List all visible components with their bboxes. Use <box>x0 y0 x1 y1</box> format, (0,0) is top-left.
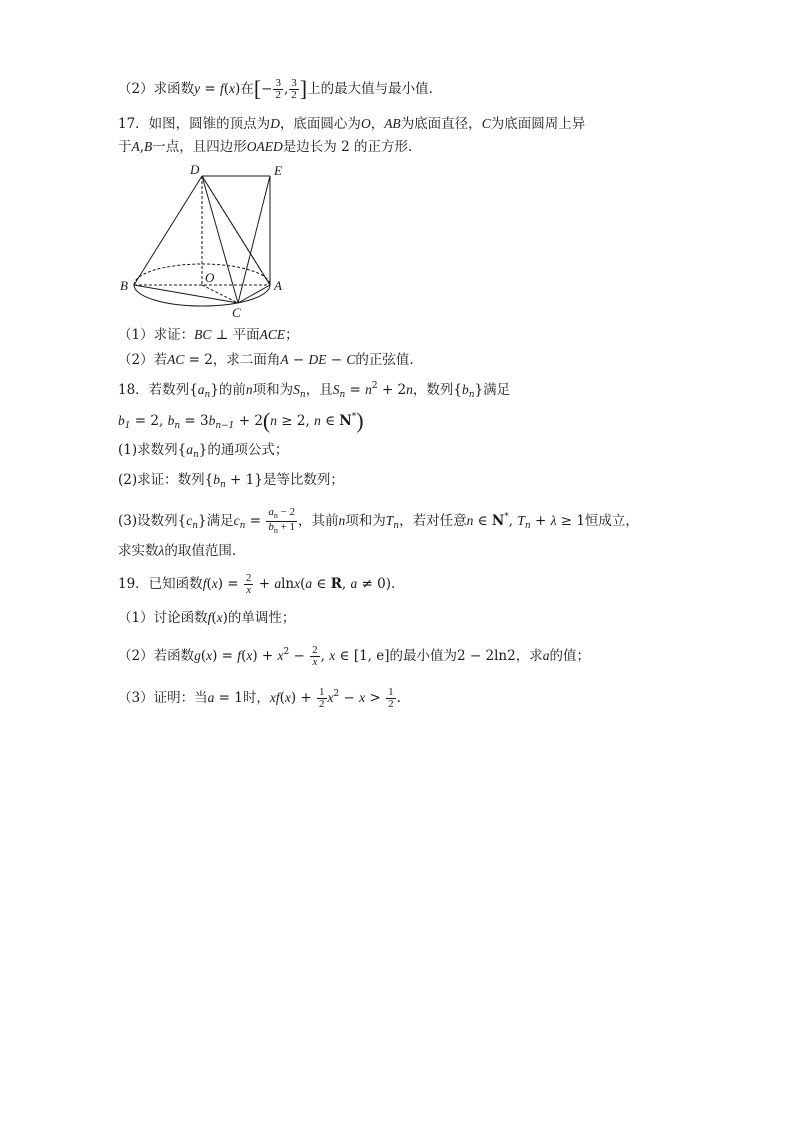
p18-q1: (1)求数列$\{a_n\}$的通项公式； <box>118 442 289 460</box>
p18-q3: (3)设数列$\{c_n\}$满足$c_n$ = $\frac{a_n - 2}{b_n + 1}$ ，其前n项和为$T_n$，若对任意n ∈ N*, $T_n + \lambda \ge 1$恒成立， <box>118 506 639 536</box>
p18-intro: 18．若数列$\{a_n\}$的前n项和为$S_n$，且$S_n = n^2 + 2n$，数列$\{b_n\}$满足 <box>118 381 511 400</box>
p18-recurrence: $b_1 = 2$, $b_n = 3b_{n-1} + 2(n \ge 2$, n ∈ N*) <box>118 408 364 433</box>
p17-intro-line2: 于A,B一点，且四边形OAED是边长为 2 的正方形. <box>118 139 413 155</box>
label-E: E <box>274 163 282 178</box>
label-A: A <box>274 278 282 293</box>
cone-figure <box>112 158 302 320</box>
p17-q1: （1）求证：BC ⊥ 平面ACE； <box>118 327 299 343</box>
p19-q1: （1）讨论函数f(x)的单调性； <box>118 610 296 626</box>
label-O: O <box>205 270 215 285</box>
p19-q3: （3）证明：当a = 1时，xf(x) + $\frac{1}{2}$ $x^2 - x$ > $\frac{1}{2}$ . <box>118 686 401 710</box>
p19-intro: 19．已知函数f(x) = $\frac{2}{x}$ + alnx(a ∈ R, a ≠ 0). <box>118 572 396 596</box>
label-D: D <box>190 162 200 177</box>
label-C: C <box>232 305 241 320</box>
label-B: B <box>120 278 128 293</box>
p17-intro-line1: 17．如图，圆锥的顶点为D，底面圆心为O，AB为底面直径，C为底面圆周上异 <box>118 116 586 132</box>
p17-q2: （2）若AC = 2，求二面角A − DE − C的正弦值. <box>118 352 414 368</box>
p18-q2: (2)求证：数列$\{b_n + 1\}$是等比数列； <box>118 472 344 490</box>
p19-q2: （2）若函数$g(x) = f(x) + x^2$ − $\frac{2}{x}$ , x ∈ [1, e]的最小值为2 − 2ln2，求a的值； <box>118 644 590 668</box>
p18-q3-cont: 求实数λ的取值范围. <box>118 543 237 559</box>
p16-part2: （2）求函数y = f(x)在[− $\frac{3}{2}$ , $\frac{3}{2}$ ]上的最大值与最小值. <box>118 76 433 101</box>
